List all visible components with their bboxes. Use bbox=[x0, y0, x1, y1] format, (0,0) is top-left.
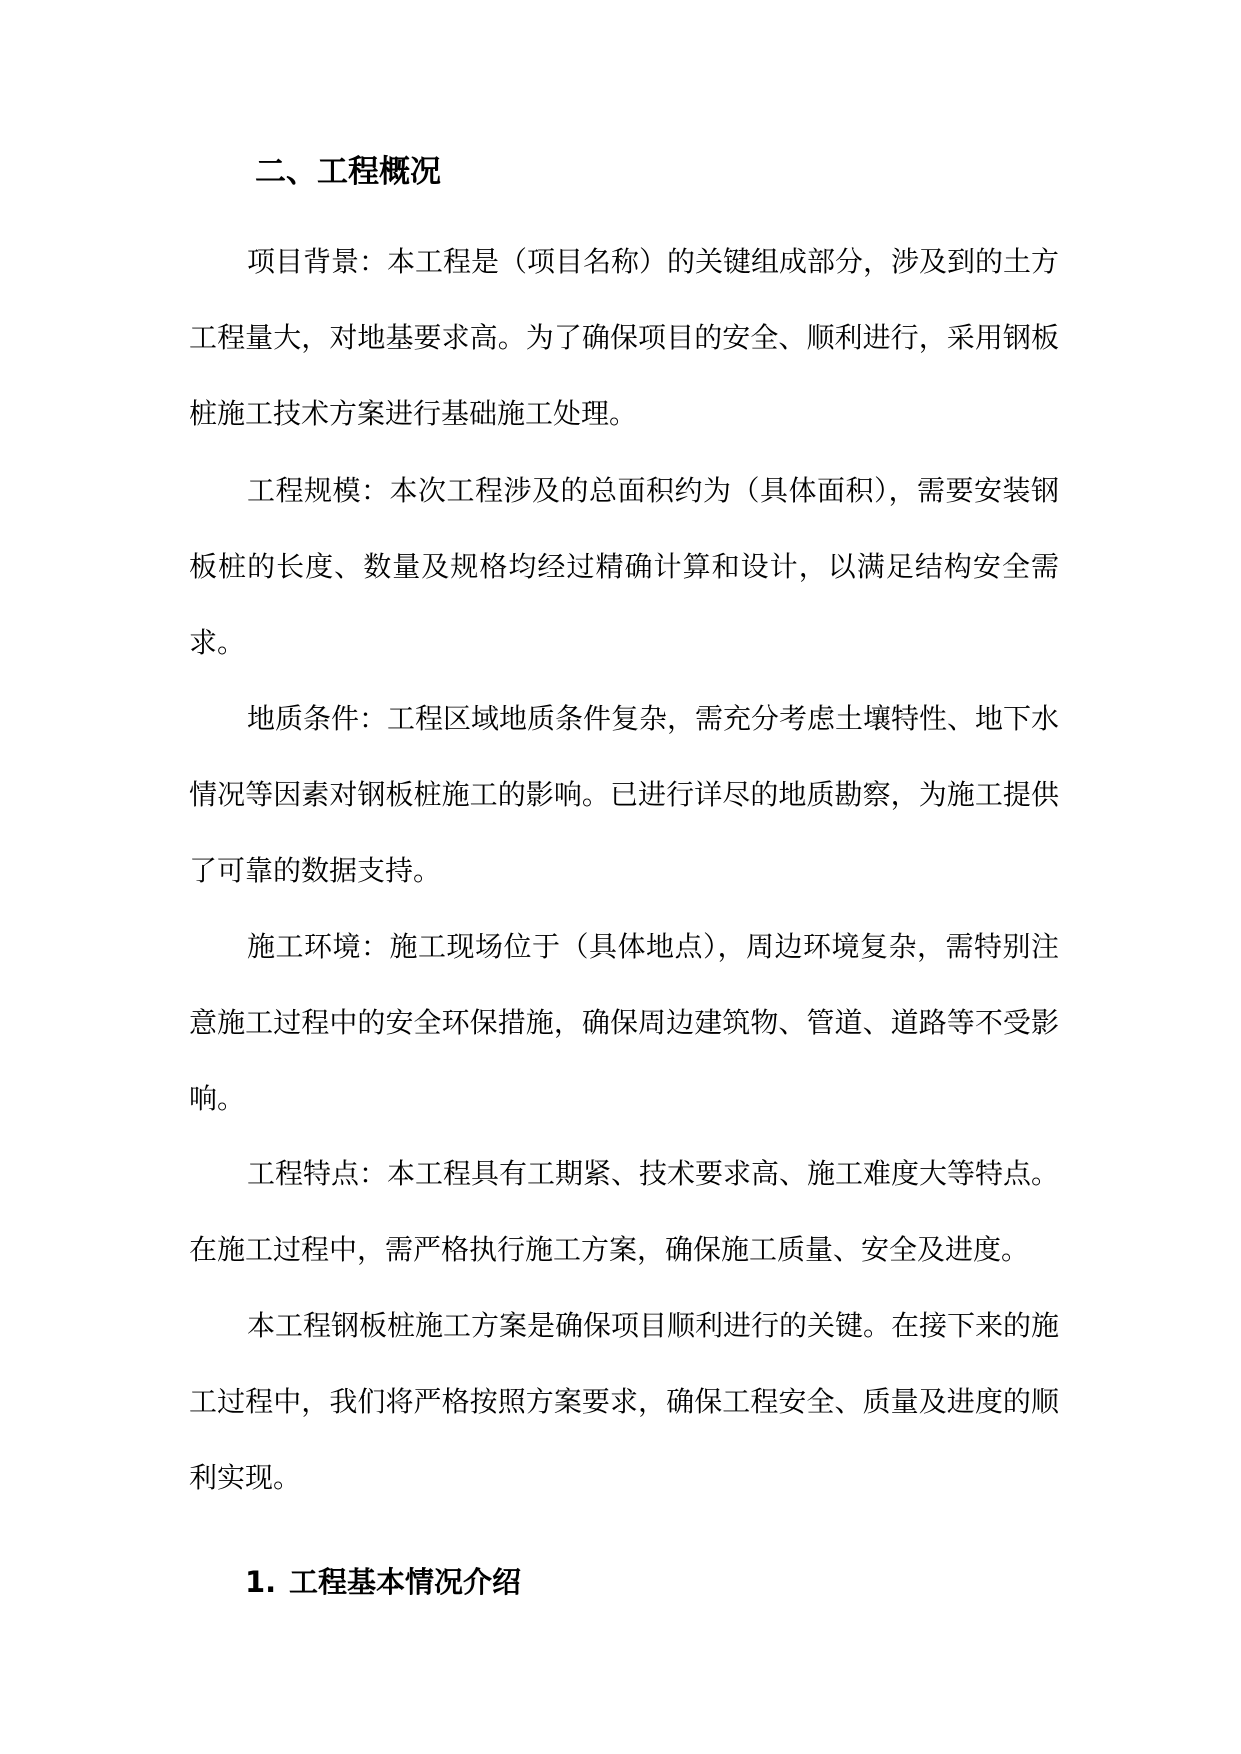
subsection-number: 1. bbox=[245, 1565, 277, 1599]
paragraph-environment: 施工环境：施工现场位于（具体地点），周边环境复杂，需特别注意施工过程中的安全环保措施，确保周边建筑物、管道、道路等不受影响。 bbox=[189, 930, 1059, 1115]
paragraph-features: 工程特点：本工程具有工期紧、技术要求高、施工难度大等特点。在施工过程中，需严格执行施工方案，确保施工质量、安全及进度。 bbox=[189, 1157, 1060, 1266]
paragraph-conclusion: 本工程钢板桩施工方案是确保项目顺利进行的关键。在接下来的施工过程中，我们将严格按照方案要求，确保工程安全、质量及进度的顺利实现。 bbox=[189, 1309, 1060, 1494]
section-heading: 二、工程概况 bbox=[255, 154, 441, 190]
subsection-title: 工程基本情况介绍 bbox=[289, 1565, 522, 1599]
paragraph-geology: 地质条件：工程区域地质条件复杂，需充分考虑土壤特性、地下水情况等因素对钢板桩施工的影响。已进行详尽的地质勘察，为施工提供了可靠的数据支持。 bbox=[189, 702, 1060, 887]
paragraph-project-scale: 工程规模：本次工程涉及的总面积约为（具体面积），需要安装钢板桩的长度、数量及规格均经过精确计算和设计，以满足结构安全需求。 bbox=[189, 474, 1059, 659]
subsection-heading bbox=[245, 1562, 521, 1602]
paragraph-project-background: 项目背景：本工程是（项目名称）的关键组成部分，涉及到的土方工程量大，对地基要求高。为了确保项目的安全、顺利进行，采用钢板桩施工技术方案进行基础施工处理。 bbox=[189, 245, 1060, 430]
